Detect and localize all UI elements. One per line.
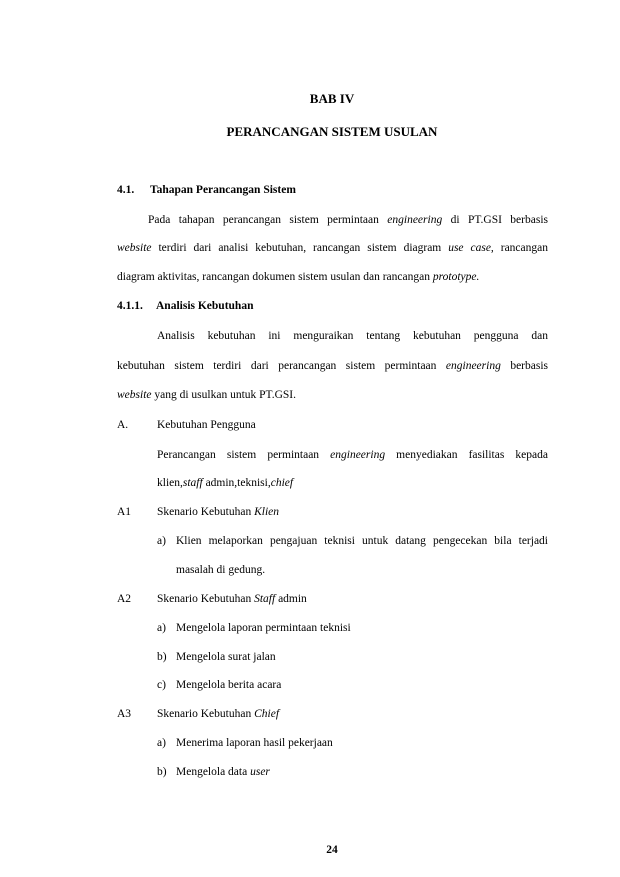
list-item: Mengelola data user (176, 766, 270, 778)
paragraph-line: Pada tahapan perancangan sistem permintaan engineering di PT.GSI berbasis (148, 214, 548, 226)
list-item: Klien melaporkan pengajuan teknisi untuk datang pengecekan bila terjadi (176, 535, 548, 547)
list-item: Mengelola laporan permintaan teknisi (176, 622, 351, 634)
list-marker: b) (157, 651, 167, 663)
paragraph-line: diagram aktivitas, rancangan dokumen sistem usulan dan rancangan prototype. (117, 271, 480, 283)
item-title: Skenario Kebutuhan Staff admin (157, 593, 307, 605)
subsection-title: Analisis Kebutuhan (156, 300, 254, 312)
paragraph-line: Perancangan sistem permintaan engineering menyediakan fasilitas kepada (157, 449, 548, 461)
list-marker: b) (157, 766, 167, 778)
list-item: Mengelola surat jalan (176, 651, 276, 663)
item-marker: A2 (117, 593, 132, 605)
chapter-label: BAB IV (309, 91, 355, 106)
paragraph-line: website terdiri dari analisi kebutuhan, rancangan sistem diagram use case, rancangan (117, 242, 548, 254)
item-title: Skenario Kebutuhan Klien (157, 506, 280, 518)
item-marker: A1 (117, 506, 132, 518)
paragraph-line: klien,staff admin,teknisi,chief (157, 477, 294, 489)
list-marker: c) (157, 679, 166, 691)
chapter-title: PERANCANGAN SISTEM USULAN (226, 124, 438, 139)
section-title: Tahapan Perancangan Sistem (150, 184, 296, 196)
item-title: Kebutuhan Pengguna (157, 419, 256, 431)
list-item: Mengelola berita acara (176, 679, 282, 691)
paragraph-line: website yang di usulkan untuk PT.GSI. (117, 389, 296, 401)
item-marker: A3 (117, 708, 132, 720)
list-item: masalah di gedung. (176, 564, 266, 576)
item-marker: A. (117, 419, 129, 431)
section-number: 4.1. (117, 184, 135, 196)
list-marker: a) (157, 737, 166, 749)
item-title: Skenario Kebutuhan Chief (157, 708, 280, 720)
subsection-number: 4.1.1. (117, 300, 143, 312)
page-number: 24 (326, 844, 338, 856)
list-marker: a) (157, 622, 166, 634)
paragraph-line: Analisis kebutuhan ini menguraikan tentang kebutuhan pengguna dan (157, 330, 548, 342)
list-item: Menerima laporan hasil pekerjaan (176, 737, 333, 749)
list-marker: a) (157, 535, 166, 547)
paragraph-line: kebutuhan sistem terdiri dari perancangan sistem permintaan engineering berbasis (117, 360, 548, 372)
